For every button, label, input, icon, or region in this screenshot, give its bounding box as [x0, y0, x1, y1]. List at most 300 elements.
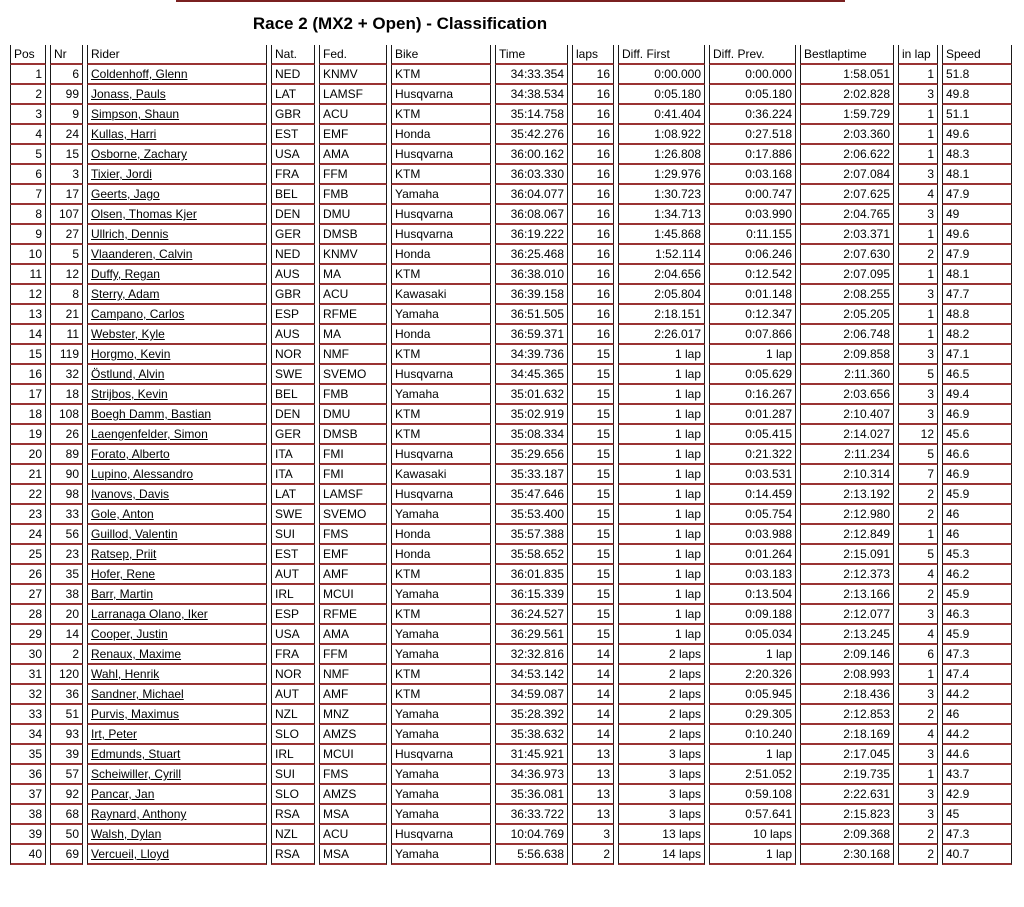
cell-fed: FFM: [319, 645, 387, 665]
cell-nat: SLO: [271, 725, 315, 745]
cell-speed: 48.3: [942, 145, 1012, 165]
cell-nr: 99: [50, 85, 83, 105]
rider-link[interactable]: Hofer, Rene: [91, 567, 156, 581]
cell-rider[interactable]: [87, 245, 267, 265]
cell-nat: DEN: [271, 405, 315, 425]
table-row: [10, 605, 1012, 625]
cell-pos: 25: [10, 545, 46, 565]
cell-nr: 119: [50, 345, 83, 365]
cell-diff-prev: 0:03.168: [709, 165, 796, 185]
cell-bike: Yamaha: [391, 725, 491, 745]
cell-bestlaptime: 2:04.765: [800, 205, 894, 225]
cell-bestlaptime: 2:12.853: [800, 705, 894, 725]
cell-pos: 34: [10, 725, 46, 745]
cell-diff-prev: 0:00.747: [709, 185, 796, 205]
cell-rider[interactable]: [87, 145, 267, 165]
table-row: [10, 505, 1012, 525]
cell-nr: 51: [50, 705, 83, 725]
cell-rider[interactable]: [87, 505, 267, 525]
rider-link[interactable]: Lupino, Alessandro: [91, 467, 194, 481]
cell-diff-first: 1 lap: [618, 485, 705, 505]
cell-nr: 6: [50, 65, 83, 85]
cell-bike: Yamaha: [391, 385, 491, 405]
cell-diff-prev: 0:59.108: [709, 785, 796, 805]
cell-bike: Husqvarna: [391, 485, 491, 505]
rider-link[interactable]: Coldenhoff, Glenn: [91, 67, 188, 81]
cell-laps: 14: [572, 705, 614, 725]
cell-in-lap: 5: [898, 545, 938, 565]
cell-rider[interactable]: [87, 125, 267, 145]
cell-rider[interactable]: [87, 745, 267, 765]
column-header-diff-prev: Diff. Prev.: [709, 45, 796, 65]
cell-speed: 46.6: [942, 445, 1012, 465]
cell-speed: 48.1: [942, 265, 1012, 285]
cell-bestlaptime: 2:02.828: [800, 85, 894, 105]
cell-in-lap: 1: [898, 305, 938, 325]
cell-rider[interactable]: [87, 405, 267, 425]
cell-nr: 23: [50, 545, 83, 565]
cell-in-lap: 4: [898, 185, 938, 205]
cell-in-lap: 1: [898, 665, 938, 685]
cell-rider[interactable]: [87, 665, 267, 685]
rider-link[interactable]: Gole, Anton: [91, 507, 154, 521]
rider-link[interactable]: Guillod, Valentin: [91, 527, 178, 541]
rider-link[interactable]: Purvis, Maximus: [91, 707, 180, 721]
cell-laps: 16: [572, 225, 614, 245]
cell-rider[interactable]: [87, 205, 267, 225]
cell-rider[interactable]: [87, 85, 267, 105]
cell-pos: 29: [10, 625, 46, 645]
table-row: [10, 465, 1012, 485]
table-row: [10, 545, 1012, 565]
cell-laps: 15: [572, 505, 614, 525]
cell-pos: 15: [10, 345, 46, 365]
cell-bike: KTM: [391, 105, 491, 125]
cell-fed: FMI: [319, 445, 387, 465]
rider-link[interactable]: Vercueil, Lloyd: [91, 847, 170, 861]
table-row: [10, 85, 1012, 105]
cell-rider[interactable]: [87, 285, 267, 305]
cell-bike: Yamaha: [391, 645, 491, 665]
cell-rider[interactable]: [87, 565, 267, 585]
rider-link[interactable]: Boegh Damm, Bastian: [91, 407, 212, 421]
rider-link[interactable]: Ivanovs, Davis: [91, 487, 170, 501]
cell-speed: 47.3: [942, 825, 1012, 845]
table-row: [10, 745, 1012, 765]
cell-rider[interactable]: [87, 365, 267, 385]
cell-time: 36:38.010: [495, 265, 568, 285]
cell-fed: LAMSF: [319, 485, 387, 505]
cell-rider[interactable]: [87, 445, 267, 465]
cell-pos: 17: [10, 385, 46, 405]
cell-diff-prev: 2:20.326: [709, 665, 796, 685]
cell-speed: 48.2: [942, 325, 1012, 345]
rider-link[interactable]: Ratsep, Priit: [91, 547, 157, 561]
cell-bestlaptime: 2:10.314: [800, 465, 894, 485]
cell-speed: 47.4: [942, 665, 1012, 685]
cell-diff-prev: 0:09.188: [709, 605, 796, 625]
rider-link[interactable]: Strijbos, Kevin: [91, 387, 168, 401]
cell-speed: 47.7: [942, 285, 1012, 305]
cell-bestlaptime: 2:11.360: [800, 365, 894, 385]
cell-bike: Husqvarna: [391, 205, 491, 225]
cell-pos: 27: [10, 585, 46, 605]
cell-rider[interactable]: [87, 105, 267, 125]
cell-rider[interactable]: [87, 545, 267, 565]
cell-diff-first: 1:34.713: [618, 205, 705, 225]
cell-rider[interactable]: [87, 645, 267, 665]
cell-nat: ITA: [271, 465, 315, 485]
cell-diff-prev: 0:03.990: [709, 205, 796, 225]
cell-rider[interactable]: [87, 465, 267, 485]
rider-link[interactable]: Jonass, Pauls: [91, 87, 166, 101]
cell-nat: NED: [271, 65, 315, 85]
cell-pos: 23: [10, 505, 46, 525]
cell-fed: RFME: [319, 305, 387, 325]
cell-speed: 45.9: [942, 585, 1012, 605]
cell-diff-prev: 0:05.629: [709, 365, 796, 385]
cell-bestlaptime: 2:08.993: [800, 665, 894, 685]
cell-fed: MCUI: [319, 585, 387, 605]
cell-nat: GER: [271, 425, 315, 445]
cell-time: 35:38.632: [495, 725, 568, 745]
cell-rider[interactable]: [87, 845, 267, 865]
cell-rider[interactable]: [87, 605, 267, 625]
cell-rider[interactable]: [87, 525, 267, 545]
rider-link[interactable]: Edmunds, Stuart: [91, 747, 181, 761]
cell-speed: 46.3: [942, 605, 1012, 625]
cell-rider[interactable]: [87, 765, 267, 785]
cell-time: 36:33.722: [495, 805, 568, 825]
cell-in-lap: 3: [898, 165, 938, 185]
cell-laps: 13: [572, 785, 614, 805]
rider-link[interactable]: Walsh, Dylan: [91, 827, 162, 841]
cell-bike: Husqvarna: [391, 365, 491, 385]
cell-diff-prev: 0:03.183: [709, 565, 796, 585]
rider-link[interactable]: Östlund, Alvin: [91, 367, 165, 381]
cell-bike: Yamaha: [391, 625, 491, 645]
cell-bike: Kawasaki: [391, 465, 491, 485]
cell-in-lap: 2: [898, 485, 938, 505]
table-row: [10, 225, 1012, 245]
cell-pos: 36: [10, 765, 46, 785]
cell-nr: 120: [50, 665, 83, 685]
cell-fed: NMF: [319, 345, 387, 365]
cell-laps: 3: [572, 825, 614, 845]
cell-rider[interactable]: [87, 385, 267, 405]
cell-nat: DEN: [271, 205, 315, 225]
cell-nat: GBR: [271, 285, 315, 305]
cell-nat: BEL: [271, 185, 315, 205]
rider-link[interactable]: Ullrich, Dennis: [91, 227, 169, 241]
cell-time: 35:33.187: [495, 465, 568, 485]
cell-nat: SUI: [271, 765, 315, 785]
cell-fed: MA: [319, 265, 387, 285]
cell-in-lap: 3: [898, 85, 938, 105]
cell-speed: 48.8: [942, 305, 1012, 325]
cell-pos: 9: [10, 225, 46, 245]
rider-link[interactable]: Simpson, Shaun: [91, 107, 180, 121]
cell-fed: DMU: [319, 405, 387, 425]
cell-diff-first: 2 laps: [618, 665, 705, 685]
cell-pos: 3: [10, 105, 46, 125]
cell-pos: 28: [10, 605, 46, 625]
cell-time: 32:32.816: [495, 645, 568, 665]
cell-pos: 21: [10, 465, 46, 485]
cell-diff-first: 2:05.804: [618, 285, 705, 305]
cell-fed: NMF: [319, 665, 387, 685]
cell-rider[interactable]: [87, 625, 267, 645]
cell-nr: 93: [50, 725, 83, 745]
cell-rider[interactable]: [87, 305, 267, 325]
cell-fed: FMB: [319, 185, 387, 205]
cell-laps: 15: [572, 545, 614, 565]
cell-rider[interactable]: [87, 345, 267, 365]
cell-bike: Husqvarna: [391, 225, 491, 245]
rider-link[interactable]: Larranaga Olano, Iker: [91, 607, 208, 621]
cell-rider[interactable]: [87, 705, 267, 725]
cell-laps: 15: [572, 405, 614, 425]
cell-bike: Honda: [391, 245, 491, 265]
column-header-nr: Nr: [50, 45, 83, 65]
cell-in-lap: 1: [898, 225, 938, 245]
cell-nat: IRL: [271, 745, 315, 765]
cell-diff-first: 2 laps: [618, 685, 705, 705]
table-row: [10, 425, 1012, 445]
cell-rider[interactable]: [87, 425, 267, 445]
cell-bestlaptime: 2:03.656: [800, 385, 894, 405]
cell-nat: NED: [271, 245, 315, 265]
cell-nat: LAT: [271, 85, 315, 105]
cell-rider[interactable]: [87, 65, 267, 85]
rider-link[interactable]: Laengenfelder, Simon: [91, 427, 208, 441]
cell-in-lap: 3: [898, 345, 938, 365]
cell-nat: AUS: [271, 325, 315, 345]
cell-diff-prev: 1 lap: [709, 345, 796, 365]
rider-link[interactable]: Wahl, Henrik: [91, 667, 160, 681]
cell-laps: 16: [572, 105, 614, 125]
cell-nat: NOR: [271, 345, 315, 365]
cell-speed: 47.9: [942, 245, 1012, 265]
cell-nr: 90: [50, 465, 83, 485]
cell-diff-first: 3 laps: [618, 765, 705, 785]
rider-link[interactable]: Olsen, Thomas Kjer: [91, 207, 197, 221]
cell-diff-prev: 0:05.034: [709, 625, 796, 645]
rider-link[interactable]: Kullas, Harri: [91, 127, 157, 141]
cell-in-lap: 6: [898, 645, 938, 665]
cell-nat: AUS: [271, 265, 315, 285]
cell-diff-prev: 0:01.287: [709, 405, 796, 425]
cell-diff-first: 1 lap: [618, 525, 705, 545]
cell-laps: 15: [572, 445, 614, 465]
cell-bike: Yamaha: [391, 305, 491, 325]
cell-nr: 33: [50, 505, 83, 525]
cell-rider[interactable]: [87, 785, 267, 805]
cell-in-lap: 4: [898, 565, 938, 585]
cell-pos: 30: [10, 645, 46, 665]
cell-fed: MA: [319, 325, 387, 345]
rider-link[interactable]: Sandner, Michael: [91, 687, 184, 701]
cell-time: 34:39.736: [495, 345, 568, 365]
table-row: [10, 145, 1012, 165]
cell-diff-first: 1 lap: [618, 565, 705, 585]
rider-link[interactable]: Vlaanderen, Calvin: [91, 247, 193, 261]
page-title: Race 2 (MX2 + Open) - Classification: [252, 14, 548, 33]
cell-diff-prev: 0:12.542: [709, 265, 796, 285]
cell-speed: 49.4: [942, 385, 1012, 405]
cell-laps: 15: [572, 605, 614, 625]
cell-rider[interactable]: [87, 685, 267, 705]
cell-diff-first: 1 lap: [618, 365, 705, 385]
cell-fed: MSA: [319, 845, 387, 865]
rider-link[interactable]: Pancar, Jan: [91, 787, 155, 801]
cell-nat: EST: [271, 125, 315, 145]
cell-diff-first: 0:05.180: [618, 85, 705, 105]
cell-rider[interactable]: [87, 325, 267, 345]
column-header-nat: Nat.: [271, 45, 315, 65]
cell-bestlaptime: 2:13.192: [800, 485, 894, 505]
cell-time: 35:29.656: [495, 445, 568, 465]
cell-bestlaptime: 2:22.631: [800, 785, 894, 805]
rider-link[interactable]: Forato, Alberto: [91, 447, 170, 461]
cell-rider[interactable]: [87, 165, 267, 185]
rider-link[interactable]: Horgmo, Kevin: [91, 347, 171, 361]
cell-bestlaptime: 2:06.622: [800, 145, 894, 165]
cell-speed: 45.6: [942, 425, 1012, 445]
cell-diff-first: 1:08.922: [618, 125, 705, 145]
cell-laps: 14: [572, 645, 614, 665]
cell-speed: 45: [942, 805, 1012, 825]
table-row: [10, 285, 1012, 305]
cell-pos: 16: [10, 365, 46, 385]
cell-speed: 49: [942, 205, 1012, 225]
cell-speed: 44.2: [942, 725, 1012, 745]
classification-table: [6, 45, 1016, 865]
cell-bestlaptime: 2:09.146: [800, 645, 894, 665]
rider-link[interactable]: Sterry, Adam: [91, 287, 160, 301]
cell-diff-first: 1 lap: [618, 545, 705, 565]
cell-nr: 17: [50, 185, 83, 205]
cell-laps: 15: [572, 385, 614, 405]
cell-pos: 13: [10, 305, 46, 325]
cell-nr: 5: [50, 245, 83, 265]
cell-diff-prev: 10 laps: [709, 825, 796, 845]
table-row: [10, 105, 1012, 125]
cell-fed: DMU: [319, 205, 387, 225]
cell-diff-first: 1:52.114: [618, 245, 705, 265]
cell-pos: 39: [10, 825, 46, 845]
cell-diff-prev: 0:27.518: [709, 125, 796, 145]
table-row: [10, 185, 1012, 205]
cell-pos: 1: [10, 65, 46, 85]
cell-diff-prev: 0:03.988: [709, 525, 796, 545]
cell-fed: ACU: [319, 105, 387, 125]
cell-diff-first: 1:45.868: [618, 225, 705, 245]
rider-link[interactable]: Barr, Martin: [91, 587, 154, 601]
cell-bestlaptime: 2:06.748: [800, 325, 894, 345]
cell-laps: 16: [572, 65, 614, 85]
table-row: [10, 205, 1012, 225]
cell-nr: 14: [50, 625, 83, 645]
cell-pos: 5: [10, 145, 46, 165]
cell-nr: 32: [50, 365, 83, 385]
cell-bike: KTM: [391, 685, 491, 705]
cell-bestlaptime: 2:13.166: [800, 585, 894, 605]
rider-link[interactable]: Scheiwiller, Cyrill: [91, 767, 182, 781]
cell-nr: 92: [50, 785, 83, 805]
rider-link[interactable]: Raynard, Anthony: [91, 807, 187, 821]
cell-rider[interactable]: [87, 225, 267, 245]
cell-rider[interactable]: [87, 485, 267, 505]
cell-rider[interactable]: [87, 585, 267, 605]
cell-speed: 47.1: [942, 345, 1012, 365]
column-header-laps: laps: [572, 45, 614, 65]
cell-time: 36:00.162: [495, 145, 568, 165]
cell-time: 36:59.371: [495, 325, 568, 345]
cell-in-lap: 1: [898, 145, 938, 165]
cell-in-lap: 3: [898, 405, 938, 425]
cell-pos: 31: [10, 665, 46, 685]
rider-link[interactable]: Osborne, Zachary: [91, 147, 188, 161]
cell-pos: 10: [10, 245, 46, 265]
cell-bike: KTM: [391, 605, 491, 625]
cell-rider[interactable]: [87, 805, 267, 825]
cell-bestlaptime: 2:15.091: [800, 545, 894, 565]
cell-nat: SWE: [271, 505, 315, 525]
cell-time: 34:59.087: [495, 685, 568, 705]
cell-time: 35:42.276: [495, 125, 568, 145]
cell-time: 35:14.758: [495, 105, 568, 125]
cell-pos: 40: [10, 845, 46, 865]
cell-rider[interactable]: [87, 185, 267, 205]
cell-in-lap: 4: [898, 725, 938, 745]
rider-link[interactable]: Tixier, Jordi: [91, 167, 152, 181]
rider-link[interactable]: Cooper, Justin: [91, 627, 168, 641]
cell-bestlaptime: 2:18.169: [800, 725, 894, 745]
cell-fed: SVEMO: [319, 365, 387, 385]
rider-link[interactable]: Webster, Kyle: [91, 327, 165, 341]
rider-link[interactable]: Renaux, Maxime: [91, 647, 182, 661]
cell-speed: 51.1: [942, 105, 1012, 125]
cell-in-lap: 3: [898, 285, 938, 305]
rider-link[interactable]: Duffy, Regan: [91, 267, 160, 281]
cell-in-lap: 1: [898, 325, 938, 345]
cell-diff-first: 0:00.000: [618, 65, 705, 85]
rider-link[interactable]: Irt, Peter: [91, 727, 138, 741]
table-row: [10, 725, 1012, 745]
cell-diff-prev: 0:12.347: [709, 305, 796, 325]
cell-diff-prev: 0:11.155: [709, 225, 796, 245]
cell-laps: 14: [572, 685, 614, 705]
cell-rider[interactable]: [87, 725, 267, 745]
rider-link[interactable]: Geerts, Jago: [91, 187, 160, 201]
cell-bestlaptime: 2:08.255: [800, 285, 894, 305]
cell-rider[interactable]: [87, 825, 267, 845]
cell-in-lap: 1: [898, 765, 938, 785]
cell-rider[interactable]: [87, 265, 267, 285]
cell-time: 35:47.646: [495, 485, 568, 505]
cell-diff-first: 0:41.404: [618, 105, 705, 125]
cell-in-lap: 2: [898, 825, 938, 845]
cell-in-lap: 3: [898, 745, 938, 765]
cell-bestlaptime: 2:09.368: [800, 825, 894, 845]
cell-laps: 14: [572, 665, 614, 685]
cell-bike: Honda: [391, 545, 491, 565]
cell-bike: Yamaha: [391, 845, 491, 865]
rider-link[interactable]: Campano, Carlos: [91, 307, 185, 321]
cell-in-lap: 5: [898, 445, 938, 465]
cell-speed: 49.6: [942, 125, 1012, 145]
